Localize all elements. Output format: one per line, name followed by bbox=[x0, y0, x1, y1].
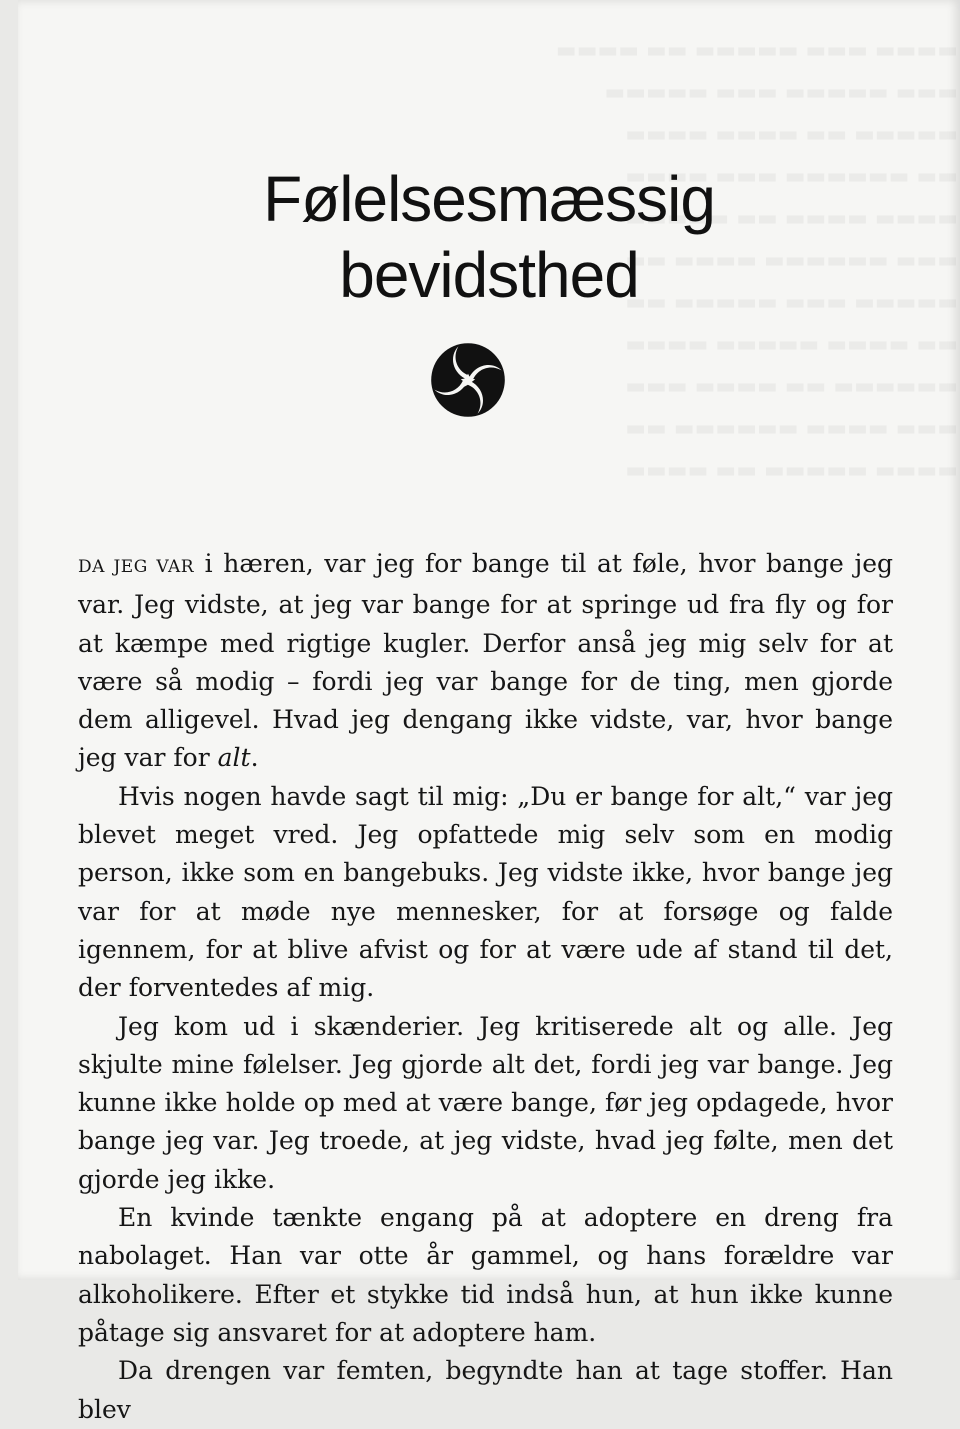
paragraph-1-tail: . bbox=[250, 743, 259, 773]
book-page bbox=[18, 0, 960, 1424]
chapter-title-line-1: Følelsesmæssig bbox=[263, 162, 715, 235]
paragraph-lead-smallcaps: DA JEG VAR bbox=[78, 557, 195, 577]
chapter-title bbox=[18, 161, 960, 313]
paragraph-1-emphasis: alt bbox=[217, 743, 251, 773]
paragraph-3: Jeg kom ud i skænderier. Jeg kritiserede alt og alle. Jeg skjulte mine følelser. Jeg gjorde alt det, fordi jeg var bange. Jeg kunne ikke holde op med at være bange, før jeg opdagede, hvor bange jeg var. Jeg troede, at jeg vidste, hvad jeg følte, men det gjorde jeg ikke. bbox=[78, 1011, 893, 1194]
paragraph-4: En kvinde tænkte engang på at adoptere en dreng fra nabolaget. Han var otte år gammel, og hans forældre var alkoholikere. Efter et stykke tid indså hun, at hun ikke kunne påtage sig ansvaret for at adoptere ham. bbox=[78, 1203, 893, 1347]
swirl-ornament-icon bbox=[428, 340, 508, 420]
paragraph-1-text: i hæren, var jeg for bange til at føle, hvor bange jeg var. Jeg vidste, at jeg var bange for at springe ud fra fly og for at kæmpe med rigtige kugler. Derfor anså jeg mig selv for at være så modig – fordi jeg var bange for de ting, men gjorde dem alligevel. Hvad jeg dengang ikke vidste, var, hvor bange jeg var for bbox=[78, 549, 894, 773]
paragraph-5: Da drengen var femten, begyndte han at tage stoffer. Han blev bbox=[78, 1356, 893, 1424]
paragraph-1 bbox=[78, 545, 893, 778]
body-text bbox=[78, 545, 893, 1429]
chapter-title-line-2: bevidsthed bbox=[339, 238, 639, 311]
paragraph-2: Hvis nogen havde sagt til mig: „Du er bange for alt,“ var jeg blevet meget vred. Jeg opfattede mig selv som en modig person, ikke som en bangebuks. Jeg vidste ikke, hvor bange jeg var for at møde nye mennesker, for at forsøge og falde igennem, for at blive afvist og for at være ude af stand til det, der forventedes af mig. bbox=[78, 781, 893, 1003]
